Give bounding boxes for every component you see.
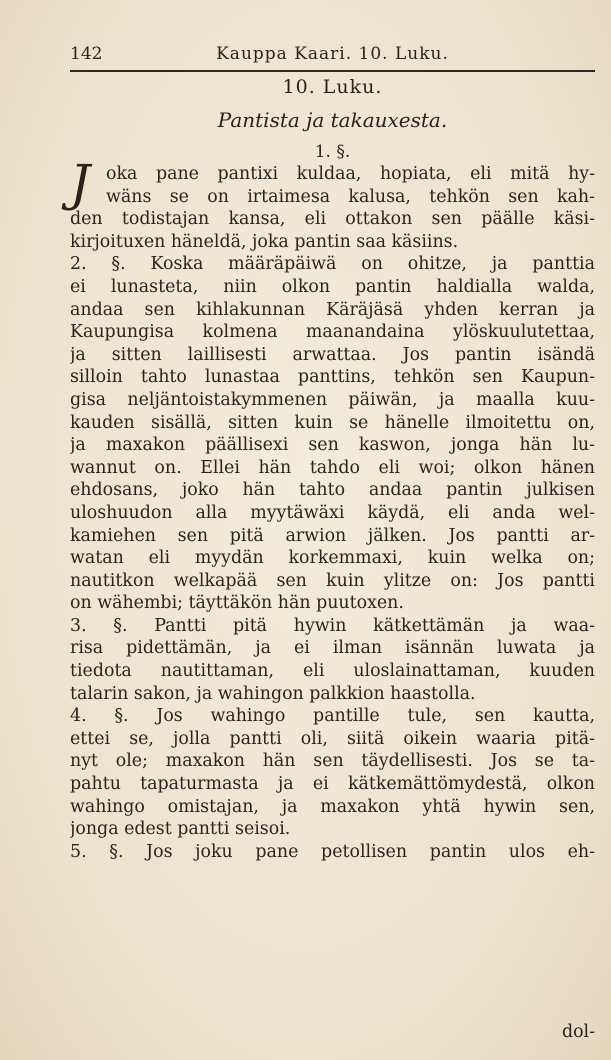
text-line: watan eli myydän korkemmaxi, kuin welka on; <box>70 548 595 569</box>
section-title: Pantista ja takauxesta. <box>217 108 448 132</box>
text-line: 5. §. Jos joku pane petollisen pantin ulos eh- <box>70 841 595 862</box>
running-title: Kauppa Kaari. 10. Luku. <box>216 44 449 64</box>
text-line: wäns se on irtaimesa kalusa, tehkön sen kah- <box>106 186 595 207</box>
text-line: nyt ole; maxakon hän sen täydellisesti. Jos se ta- <box>70 751 595 772</box>
body-text <box>70 163 595 863</box>
catchword: dol- <box>561 1022 595 1042</box>
text-line: wannut on. Ellei hän tahdo eli woi; olkon hänen <box>70 457 595 478</box>
text-line: ehdosans, joko hän tahto andaa pantin julkisen <box>70 480 595 501</box>
text-line: kirjoituxen häneldä, joka pantin saa käsiins. <box>70 231 459 252</box>
chapter-heading: 10. Luku. <box>282 76 383 98</box>
text-line: andaa sen kihlakunnan Käräjäsä yhden kerran ja <box>70 299 595 320</box>
text-line: on wähembi; täyttäkön hän puutoxen. <box>70 593 404 614</box>
text-line: 3. §. Pantti pitä hywin kätkettämän ja waa- <box>70 615 595 636</box>
text-line: talarin sakon, ja wahingon palkkion haastolla. <box>70 683 476 704</box>
text-line: tiedota nautittaman, eli uloslainattaman, kuuden <box>70 661 595 682</box>
text-line: ja maxakon päällisexi sen kaswon, jonga hän lu- <box>70 435 595 456</box>
text-line: nautitkon welkapää sen kuin ylitze on: Jos pantti <box>70 570 595 591</box>
text-line: Kaupungisa kolmena maanandaina ylöskuulutettaa, <box>70 322 595 343</box>
text-line: kauden sisällä, sitten kuin se hänelle ilmoitettu on, <box>70 412 595 433</box>
text-line: 2. §. Koska määräpäiwä on ohitze, ja panttia <box>70 254 595 275</box>
text-line: ettei se, jolla pantti oli, siitä oikein waaria pitä- <box>70 728 595 749</box>
section-marker: 1. §. <box>314 142 351 162</box>
text-line: gisa neljäntoistakymmenen päiwän, ja maalla kuu- <box>70 389 595 410</box>
text-line: wahingo omistajan, ja maxakon yhtä hywin sen, <box>70 796 595 817</box>
text-line: silloin tahto lunastaa panttins, tehkön sen Kaupun- <box>70 367 595 388</box>
text-line: 4. §. Jos wahingo pantille tule, sen kautta, <box>70 706 595 727</box>
text-line: uloshuudon alla myytäwäxi käydä, eli anda wel- <box>70 502 595 523</box>
text-line: kamiehen sen pitä arwion jälken. Jos pantti ar- <box>70 525 595 546</box>
text-line: ei lunasteta, niin olkon pantin haldialla walda, <box>70 276 595 297</box>
text-line: den todistajan kansa, eli ottakon sen päälle käsi- <box>70 209 595 230</box>
text-line: risa pidettämän, ja ei ilman isännän luwata ja <box>70 638 595 659</box>
running-header <box>70 44 595 72</box>
text-line: ja sitten laillisesti arwattaa. Jos pantin isändä <box>70 344 595 365</box>
text-line: pahtu tapaturmasta ja ei kätkemättömydestä, olkon <box>70 774 595 795</box>
text-line: jonga edest pantti seisoi. <box>70 819 291 840</box>
drop-cap: J <box>70 154 91 212</box>
page-number: 142 <box>70 44 103 64</box>
text-line: oka pane pantixi kuldaa, hopiata, eli mitä hy- <box>106 164 595 184</box>
header-rule <box>70 70 595 72</box>
